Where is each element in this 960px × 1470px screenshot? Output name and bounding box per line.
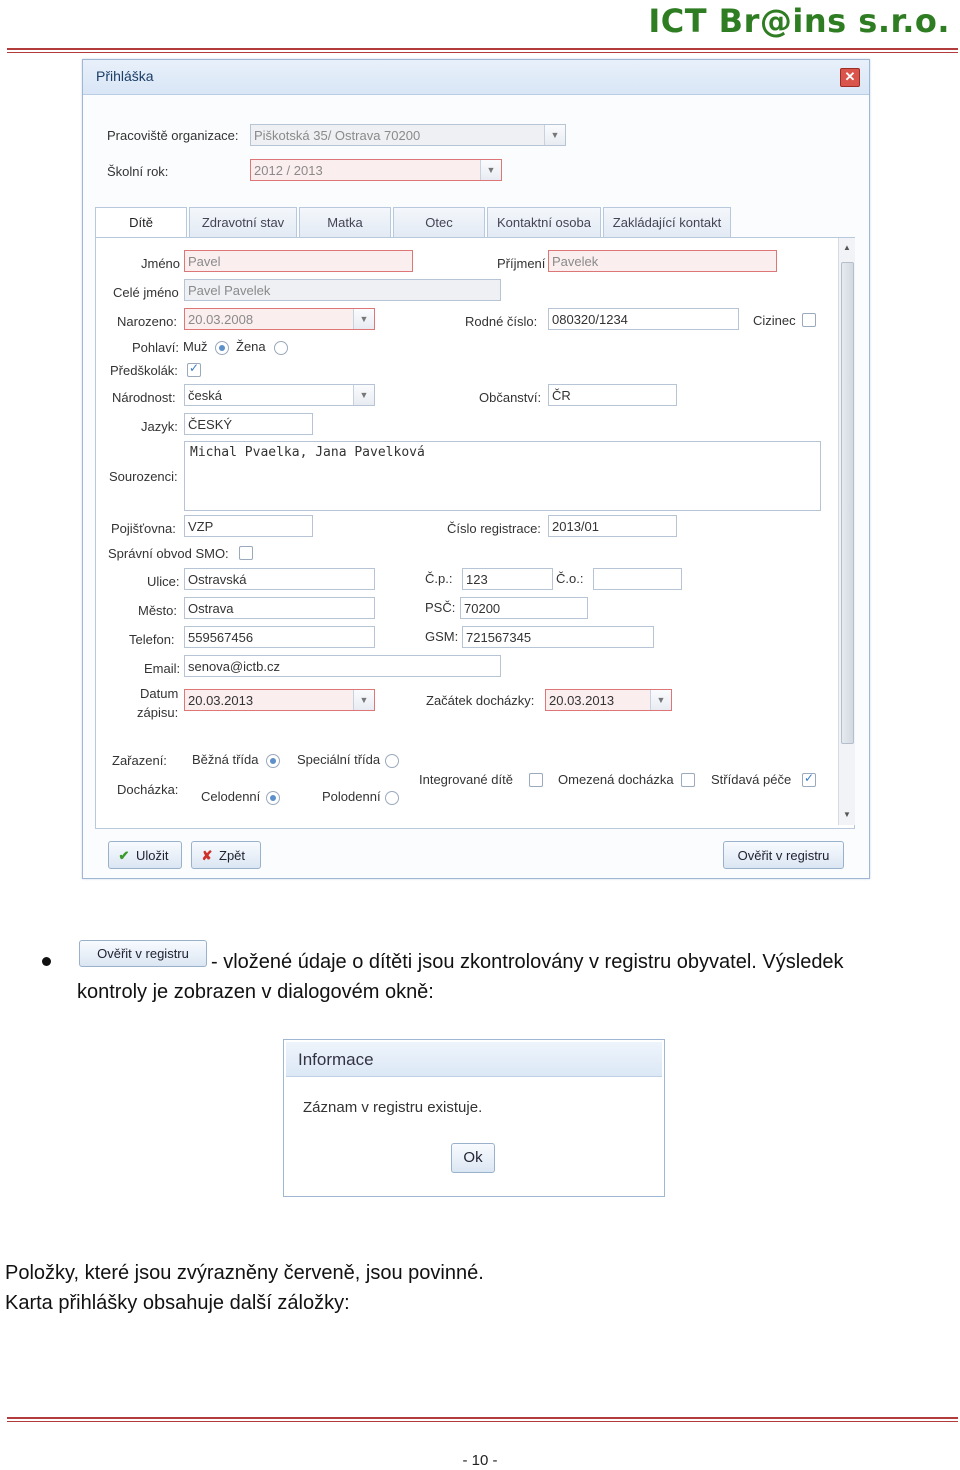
required-fields-note: Položky, které jsou zvýrazněny červeně, jsou povinné. — [5, 1262, 484, 1284]
mesto-label: Město: — [138, 603, 178, 618]
spravni-obvod-label: Správní obvod SMO: — [108, 546, 229, 561]
cislo-registrace-label: Číslo registrace: — [447, 521, 541, 536]
paragraph-line-2: kontroly je zobrazen v dialogovém okně: — [77, 981, 434, 1003]
predskolak-checkbox[interactable] — [187, 363, 201, 377]
chevron-down-icon: ▼ — [353, 385, 374, 405]
specialni-trida-radio[interactable] — [385, 754, 399, 768]
cizinec-label: Cizinec — [753, 313, 796, 328]
window-titlebar — [83, 60, 869, 95]
obcanstvi-label: Občanství: — [479, 390, 542, 405]
zarazeni-label: Zařazení: — [112, 753, 167, 768]
narozeno-label: Narozeno: — [117, 314, 177, 329]
cizinec-checkbox[interactable] — [802, 313, 816, 327]
back-button[interactable]: ✘ Zpět — [191, 841, 261, 869]
jazyk-label: Jazyk: — [141, 419, 178, 434]
window-title: Přihláška — [96, 68, 154, 84]
predskolak-label: Předškolák: — [110, 363, 178, 378]
company-logo: ICT Br@ins s.r.o. — [648, 2, 950, 40]
scroll-up-icon[interactable]: ▲ — [843, 243, 851, 252]
zena-radio[interactable] — [274, 341, 288, 355]
tab-otec[interactable]: Otec — [393, 207, 485, 237]
organization-select[interactable]: Piškotská 35/ Ostrava 70200 ▼ — [250, 124, 566, 146]
info-dialog-title: Informace — [298, 1050, 374, 1069]
email-field[interactable]: senova@ictb.cz — [184, 655, 501, 677]
header-rule — [7, 48, 958, 50]
pojistovna-field[interactable]: VZP — [184, 515, 313, 537]
scroll-down-icon[interactable]: ▼ — [843, 810, 851, 819]
celodenni-radio[interactable] — [266, 791, 280, 805]
footer-rule — [7, 1417, 958, 1419]
info-dialog-message: Záznam v registru existuje. — [303, 1099, 483, 1116]
cross-icon: ✘ — [201, 848, 213, 863]
polodenni-label: Polodenní — [322, 789, 381, 804]
chevron-down-icon: ▼ — [353, 690, 374, 710]
chevron-down-icon: ▼ — [544, 125, 565, 145]
omezena-dochazka-checkbox[interactable] — [681, 773, 695, 787]
narozeno-field[interactable]: 20.03.2008 ▼ — [184, 308, 375, 330]
bezna-trida-label: Běžná třída — [192, 752, 259, 767]
datum-zapisu-label-2: zápisu: — [137, 705, 179, 720]
email-label: Email: — [144, 661, 181, 676]
prijmeni-field[interactable]: Pavelek — [548, 250, 777, 272]
telefon-field[interactable]: 559567456 — [184, 626, 375, 648]
omezena-dochazka-label: Omezená docházka — [558, 772, 674, 787]
inline-verify-button: Ověřit v registru — [79, 940, 207, 967]
paragraph-line-1: - vložené údaje o dítěti jsou zkontrolovány v registru obyvatel. Výsledek — [211, 951, 844, 973]
bullet — [42, 957, 51, 966]
bezna-trida-radio[interactable] — [266, 754, 280, 768]
specialni-trida-label: Speciální třída — [297, 752, 381, 767]
page-number: - 10 - — [462, 1452, 498, 1469]
info-dialog-titlebar — [286, 1042, 662, 1077]
pohlavi-label: Pohlaví: — [132, 340, 179, 355]
chevron-down-icon: ▼ — [480, 160, 501, 180]
rodne-cislo-field[interactable]: 080320/1234 — [548, 308, 739, 330]
footer-rule-thin — [7, 1421, 958, 1422]
stridava-pece-checkbox[interactable] — [802, 773, 816, 787]
organization-label: Pracoviště organizace: — [107, 128, 239, 143]
gsm-label: GSM: — [425, 629, 459, 644]
polodenni-radio[interactable] — [385, 791, 399, 805]
sourozenci-textarea[interactable]: Michal Pvaelka, Jana Pavelková — [184, 441, 821, 511]
integrovane-dite-checkbox[interactable] — [529, 773, 543, 787]
stridava-pece-label: Střídavá péče — [711, 772, 792, 787]
jazyk-field[interactable]: ČESKÝ — [184, 413, 313, 435]
dochazka-label: Docházka: — [117, 782, 179, 797]
integrovane-dite-label: Integrované dítě — [419, 772, 513, 787]
zacatek-dochazky-field[interactable]: 20.03.2013 ▼ — [545, 689, 672, 711]
muz-radio[interactable] — [215, 341, 229, 355]
header-rule-thin — [7, 52, 958, 53]
tab-zdravotni-stav[interactable]: Zdravotní stav — [189, 207, 297, 237]
chevron-down-icon: ▼ — [650, 690, 671, 710]
narodnost-select[interactable]: česká ▼ — [184, 384, 375, 406]
celodenni-label: Celodenní — [201, 789, 261, 804]
telefon-label: Telefon: — [129, 632, 175, 647]
checkmark-icon: ✔ — [118, 848, 130, 863]
ulice-label: Ulice: — [147, 574, 180, 589]
rodne-cislo-label: Rodné číslo: — [465, 314, 538, 329]
psc-field[interactable]: 70200 — [460, 597, 588, 619]
gsm-field[interactable]: 721567345 — [462, 626, 654, 648]
datum-zapisu-field[interactable]: 20.03.2013 ▼ — [184, 689, 375, 711]
info-dialog — [283, 1039, 665, 1197]
tab-matka[interactable]: Matka — [299, 207, 391, 237]
save-button[interactable]: ✔ Uložit — [108, 841, 182, 869]
datum-zapisu-label-1: Datum — [140, 686, 179, 701]
ulice-field[interactable]: Ostravská — [184, 568, 375, 590]
cp-label: Č.p.: — [425, 571, 453, 586]
zacatek-dochazky-label: Začátek docházky: — [426, 693, 535, 708]
obcanstvi-field[interactable]: ČR — [548, 384, 677, 406]
psc-label: PSČ: — [425, 600, 456, 615]
verify-registry-button[interactable]: Ověřit v registru — [723, 841, 844, 869]
cislo-registrace-field[interactable]: 2013/01 — [548, 515, 677, 537]
pojistovna-label: Pojišťovna: — [111, 521, 176, 536]
scroll-thumb[interactable] — [841, 262, 854, 744]
co-field[interactable] — [593, 568, 682, 590]
jmeno-label: Jméno — [141, 256, 181, 271]
school-year-select[interactable]: 2012 / 2013 ▼ — [250, 159, 502, 181]
narodnost-label: Národnost: — [112, 390, 176, 405]
tab-dite[interactable]: Dítě — [95, 207, 187, 238]
chevron-down-icon: ▼ — [353, 309, 374, 329]
prijmeni-label: Příjmení — [497, 256, 546, 271]
close-icon[interactable]: ✕ — [840, 68, 860, 87]
co-label: Č.o.: — [556, 571, 584, 586]
cele-jmeno-field: Pavel Pavelek — [184, 279, 501, 301]
vertical-scrollbar[interactable] — [838, 238, 855, 825]
cele-jmeno-label: Celé jméno — [113, 285, 179, 300]
sourozenci-label: Sourozenci: — [109, 469, 178, 484]
mesto-field[interactable]: Ostrava — [184, 597, 375, 619]
ok-button[interactable]: Ok — [451, 1143, 495, 1173]
tab-zakladajici-kontakt[interactable]: Zakládající kontakt — [603, 207, 731, 237]
school-year-label: Školní rok: — [107, 164, 169, 179]
spravni-obvod-checkbox[interactable] — [239, 546, 253, 560]
cp-field[interactable]: 123 — [462, 568, 553, 590]
muz-label: Muž — [183, 339, 208, 354]
tab-kontaktni-osoba[interactable]: Kontaktní osoba — [487, 207, 601, 237]
jmeno-field[interactable]: Pavel — [184, 250, 413, 272]
zena-label: Žena — [236, 339, 266, 354]
application-window — [82, 59, 870, 879]
other-tabs-note: Karta přihlášky obsahuje další záložky: — [5, 1292, 350, 1314]
